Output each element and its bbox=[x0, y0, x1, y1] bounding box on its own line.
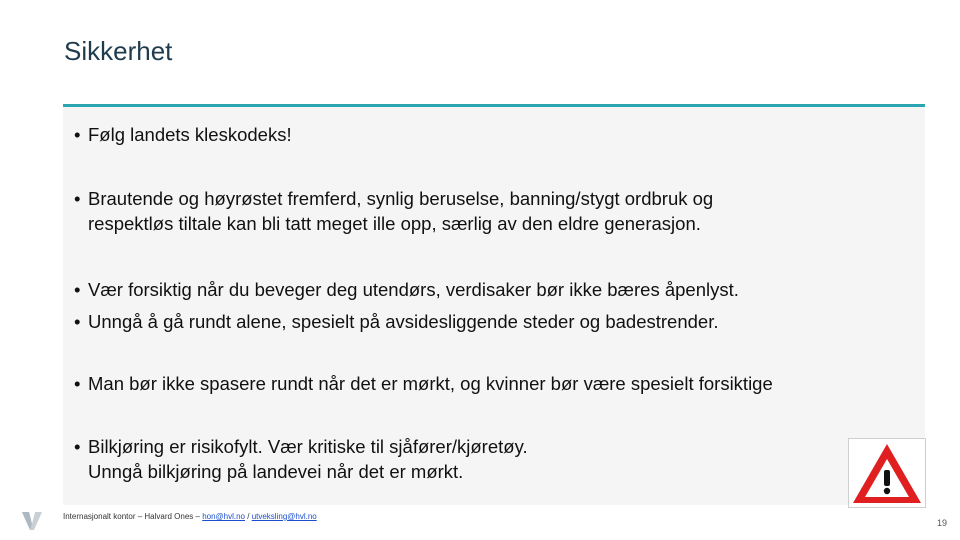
bullet-item bbox=[74, 309, 718, 334]
footer-prefix: Internasjonalt kontor – Halvard Ones – bbox=[63, 512, 203, 521]
bullet-item bbox=[74, 122, 292, 147]
bullet-text-continuation: Unngå bilkjøring på landevei når det er mørkt. bbox=[88, 461, 464, 482]
bullet-text: Følg landets kleskodeks! bbox=[88, 124, 292, 145]
footer-separator: / bbox=[245, 512, 252, 521]
page-number: 19 bbox=[936, 518, 947, 528]
bullet-text: Bilkjøring er risikofylt. Vær kritiske til sjåfører/kjøretøy. bbox=[88, 436, 528, 457]
bullet-text: Man bør ikke spasere rundt når det er mørkt, og kvinner bør være spesielt forsiktige bbox=[88, 373, 773, 394]
bullet-item bbox=[74, 434, 528, 484]
bullet-dot: • bbox=[74, 124, 81, 145]
bullet-dot: • bbox=[74, 279, 81, 300]
bullet-dot: • bbox=[74, 436, 81, 457]
bullet-text: Brautende og høyrøstet fremferd, synlig beruselse, banning/stygt ordbruk og bbox=[88, 188, 714, 209]
bullet-dot: • bbox=[74, 311, 81, 332]
bullet-text-continuation: respektløs tiltale kan bli tatt meget ille opp, særlig av den eldre generasjon. bbox=[88, 213, 701, 234]
bullet-dot: • bbox=[74, 188, 81, 209]
bullet-item bbox=[74, 371, 773, 396]
email-link-utveksling[interactable]: utveksling@hvl.no bbox=[251, 512, 317, 521]
bullet-text: Vær forsiktig når du beveger deg utendørs, verdisaker bør ikke bæres åpenlyst. bbox=[88, 279, 739, 300]
footer-contact bbox=[63, 512, 317, 521]
bullet-dot: • bbox=[74, 373, 81, 394]
bullet-item bbox=[74, 277, 739, 302]
email-link-hon[interactable]: hon@hvl.no bbox=[202, 512, 246, 521]
bullet-text: Unngå å gå rundt alene, spesielt på avsidesliggende steder og badestrender. bbox=[88, 311, 719, 332]
warning-sign bbox=[848, 438, 926, 508]
hvl-logo-icon bbox=[20, 510, 44, 537]
bullet-item bbox=[74, 186, 713, 236]
warning-triangle-icon bbox=[849, 439, 925, 507]
slide-title: Sikkerhet bbox=[64, 36, 173, 66]
